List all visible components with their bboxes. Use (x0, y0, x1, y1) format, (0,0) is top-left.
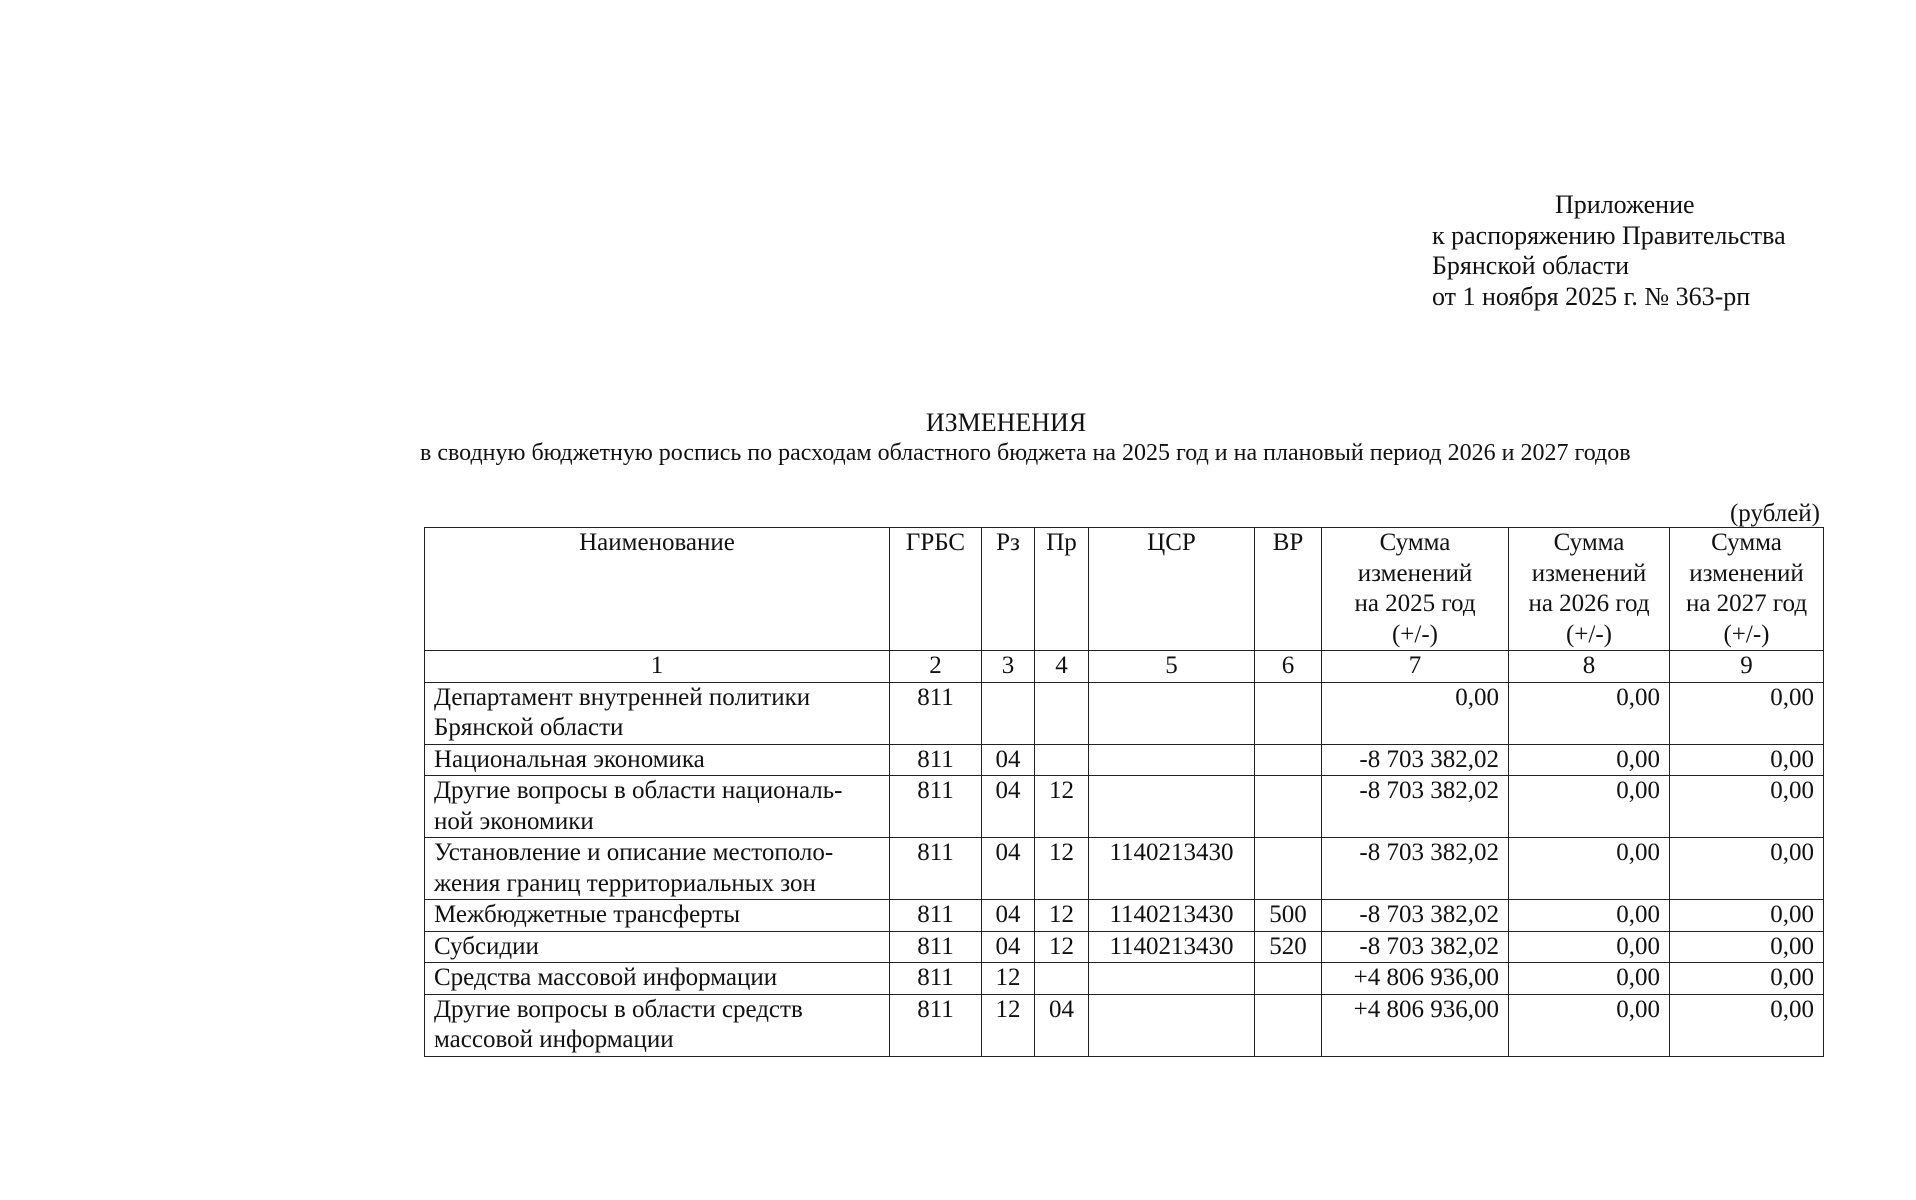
row-grbs: 811 (890, 744, 982, 776)
row-csr (1089, 994, 1255, 1056)
row-name: Средства массовой информации (425, 963, 890, 995)
document-title: ИЗМЕНЕНИЯ (925, 408, 1087, 437)
row-pr (1035, 744, 1089, 776)
row-vr (1255, 744, 1322, 776)
table-row (425, 744, 1824, 776)
row-rz: 04 (982, 744, 1035, 776)
row-sum-2027: 0,00 (1670, 838, 1824, 900)
row-sum-2025: -8 703 382,02 (1322, 900, 1509, 932)
column-number: 1 (425, 651, 890, 683)
header-csr: ЦСР (1089, 528, 1255, 651)
row-pr: 04 (1035, 994, 1089, 1056)
row-sum-2027: 0,00 (1670, 994, 1824, 1056)
row-pr (1035, 682, 1089, 744)
row-sum-2026: 0,00 (1509, 900, 1670, 932)
row-sum-2025: 0,00 (1322, 682, 1509, 744)
header-sum-2026: Сумма изменений на 2026 год (+/-) (1509, 528, 1670, 651)
row-rz: 12 (982, 963, 1035, 995)
table-row (425, 900, 1824, 932)
row-sum-2027: 0,00 (1670, 931, 1824, 963)
row-vr (1255, 994, 1322, 1056)
row-csr (1089, 682, 1255, 744)
appendix-line-3: Брянской области (1432, 251, 1629, 280)
row-sum-2027: 0,00 (1670, 776, 1824, 838)
row-rz: 04 (982, 838, 1035, 900)
header-sum-2027: Сумма изменений на 2027 год (+/-) (1670, 528, 1824, 651)
row-sum-2026: 0,00 (1509, 931, 1670, 963)
row-rz: 04 (982, 900, 1035, 932)
column-number: 6 (1255, 651, 1322, 683)
row-grbs: 811 (890, 931, 982, 963)
row-name: Департамент внутренней политики Брянской области (425, 682, 890, 744)
row-sum-2025: +4 806 936,00 (1322, 994, 1509, 1056)
header-vr: ВР (1255, 528, 1322, 651)
row-rz (982, 682, 1035, 744)
row-vr (1255, 838, 1322, 900)
row-sum-2027: 0,00 (1670, 963, 1824, 995)
row-name: Установление и описание местополо- жения границ территориальных зон (425, 838, 890, 900)
budget-changes-table (424, 527, 1824, 1057)
table-row (425, 682, 1824, 744)
table-row (425, 931, 1824, 963)
row-csr (1089, 963, 1255, 995)
header-rz: Рз (982, 528, 1035, 651)
document-subtitle: в сводную бюджетную роспись по расходам областного бюджета на 2025 год и на плановый период 2026 и 2027 годов (420, 440, 1631, 466)
row-vr: 520 (1255, 931, 1322, 963)
row-grbs: 811 (890, 994, 982, 1056)
table-header-row (425, 528, 1824, 651)
row-sum-2026: 0,00 (1509, 776, 1670, 838)
column-number: 7 (1322, 651, 1509, 683)
row-csr (1089, 744, 1255, 776)
table-row (425, 776, 1824, 838)
row-csr: 1140213430 (1089, 931, 1255, 963)
table-row (425, 838, 1824, 900)
row-sum-2027: 0,00 (1670, 900, 1824, 932)
header-name: Наименование (425, 528, 890, 651)
row-vr (1255, 682, 1322, 744)
row-sum-2027: 0,00 (1670, 682, 1824, 744)
row-sum-2026: 0,00 (1509, 963, 1670, 995)
appendix-block (1432, 190, 1786, 312)
row-name: Другие вопросы в области националь- ной экономики (425, 776, 890, 838)
row-sum-2025: -8 703 382,02 (1322, 838, 1509, 900)
column-number: 9 (1670, 651, 1824, 683)
row-csr: 1140213430 (1089, 900, 1255, 932)
appendix-line-4: от 1 ноября 2025 г. № 363-рп (1432, 281, 1751, 311)
row-sum-2026: 0,00 (1509, 838, 1670, 900)
row-sum-2025: +4 806 936,00 (1322, 963, 1509, 995)
row-vr (1255, 776, 1322, 838)
column-numbers-row (425, 651, 1824, 683)
row-grbs: 811 (890, 963, 982, 995)
row-grbs: 811 (890, 900, 982, 932)
row-pr: 12 (1035, 838, 1089, 900)
row-csr (1089, 776, 1255, 838)
row-grbs: 811 (890, 682, 982, 744)
row-sum-2027: 0,00 (1670, 744, 1824, 776)
header-pr: Пр (1035, 528, 1089, 651)
units-label: (рублей) (1729, 500, 1820, 527)
column-number: 4 (1035, 651, 1089, 683)
column-number: 8 (1509, 651, 1670, 683)
row-pr: 12 (1035, 931, 1089, 963)
header-sum-2025: Сумма изменений на 2025 год (+/-) (1322, 528, 1509, 651)
row-sum-2026: 0,00 (1509, 744, 1670, 776)
row-rz: 04 (982, 776, 1035, 838)
table-row (425, 994, 1824, 1056)
row-rz: 04 (982, 931, 1035, 963)
appendix-line-1: Приложение (1555, 190, 1695, 219)
row-vr (1255, 963, 1322, 995)
row-rz: 12 (982, 994, 1035, 1056)
row-pr (1035, 963, 1089, 995)
column-number: 2 (890, 651, 982, 683)
row-grbs: 811 (890, 776, 982, 838)
row-grbs: 811 (890, 838, 982, 900)
row-sum-2025: -8 703 382,02 (1322, 776, 1509, 838)
row-vr: 500 (1255, 900, 1322, 932)
row-sum-2026: 0,00 (1509, 994, 1670, 1056)
row-pr: 12 (1035, 776, 1089, 838)
row-csr: 1140213430 (1089, 838, 1255, 900)
row-sum-2025: -8 703 382,02 (1322, 744, 1509, 776)
row-name: Национальная экономика (425, 744, 890, 776)
row-name: Другие вопросы в области средств массовой информации (425, 994, 890, 1056)
row-pr: 12 (1035, 900, 1089, 932)
row-sum-2025: -8 703 382,02 (1322, 931, 1509, 963)
column-number: 5 (1089, 651, 1255, 683)
column-number: 3 (982, 651, 1035, 683)
header-grbs: ГРБС (890, 528, 982, 651)
row-sum-2026: 0,00 (1509, 682, 1670, 744)
appendix-line-2: к распоряжению Правительства (1432, 220, 1786, 250)
table-row (425, 963, 1824, 995)
row-name: Субсидии (425, 931, 890, 963)
row-name: Межбюджетные трансферты (425, 900, 890, 932)
